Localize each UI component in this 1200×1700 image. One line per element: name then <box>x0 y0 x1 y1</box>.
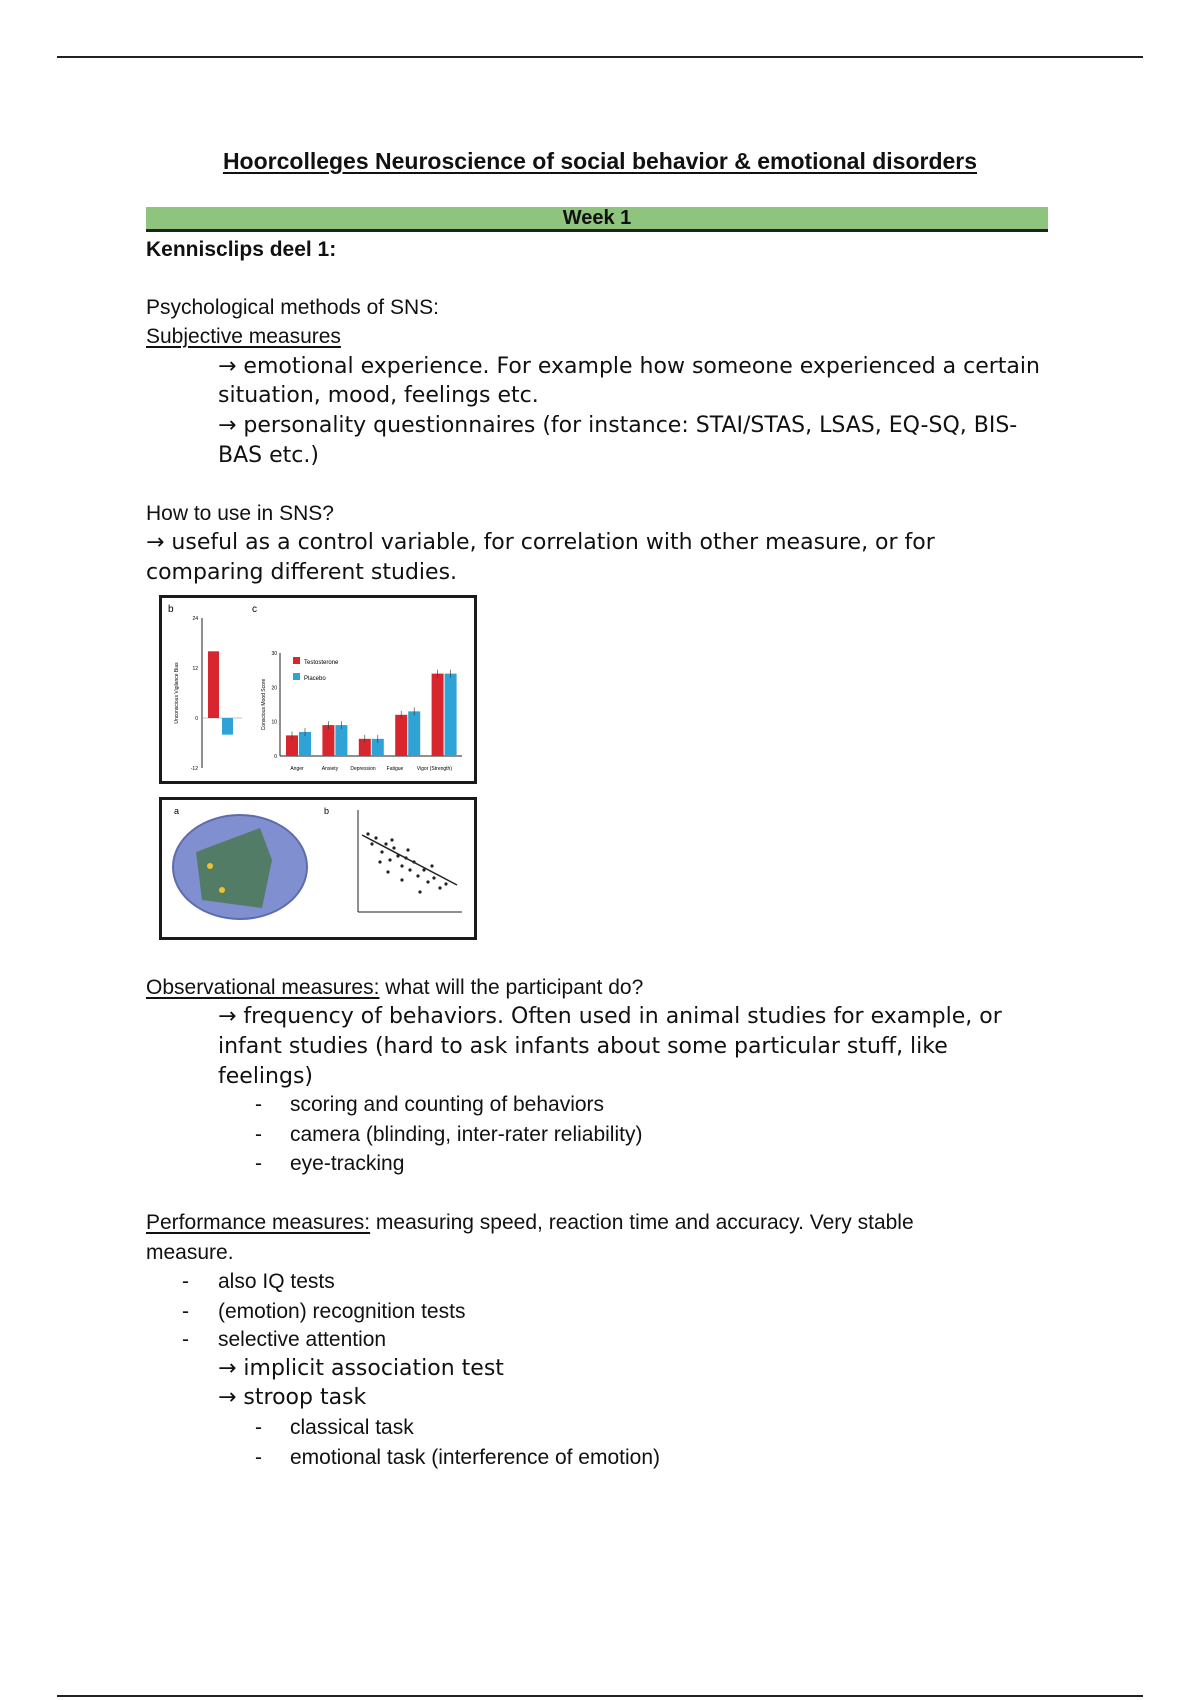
performance-sub-bullet: emotional task (interference of emotion) <box>290 1446 661 1469</box>
bar <box>208 651 219 718</box>
y-tick-label: 20 <box>271 685 277 692</box>
scatter-point <box>408 868 411 871</box>
scatter-point <box>386 870 389 873</box>
y-tick-label: -12 <box>190 766 198 772</box>
scatter-point <box>396 854 399 857</box>
figure-brain-scatter <box>159 797 477 940</box>
figure-testosterone-charts <box>159 595 477 784</box>
category-label: Vigor (Strength) <box>416 766 452 772</box>
scatter-point <box>370 842 373 845</box>
subjective-line: BAS etc.) <box>218 443 319 468</box>
regression-line <box>362 835 457 885</box>
category-label: Anxiety <box>321 766 339 772</box>
scatter-point <box>378 860 381 863</box>
subjective-line: situation, mood, feelings etc. <box>218 383 539 408</box>
scatter-point <box>406 848 409 851</box>
scatter-point <box>422 868 425 871</box>
usage-answer: comparing different studies. <box>146 560 458 585</box>
scatter-point <box>404 856 407 859</box>
bullet-dash: - <box>255 1093 262 1116</box>
methods-intro: Psychological methods of SNS: <box>146 296 439 319</box>
y-tick-label: 10 <box>271 719 277 726</box>
bullet-dash: - <box>255 1416 262 1439</box>
performance-line <box>146 1211 914 1235</box>
bullet-dash: - <box>182 1300 189 1323</box>
y-tick-label: 30 <box>271 651 277 657</box>
figure-1-svg <box>162 598 474 781</box>
subjective-heading: Subjective measures <box>146 325 341 348</box>
y-tick-label: 0 <box>274 754 277 760</box>
bar <box>445 674 457 756</box>
activation-spot <box>207 863 213 869</box>
observational-bullet: scoring and counting of behaviors <box>290 1093 605 1116</box>
scatter-point <box>374 836 377 839</box>
performance-bullet: selective attention <box>218 1328 387 1351</box>
bullet-dash: - <box>255 1123 262 1146</box>
panel-c-label: c <box>252 604 257 615</box>
scatter-point <box>400 878 403 881</box>
subjective-line: → emotional experience. For example how someone experienced a certain <box>218 354 1040 379</box>
y-tick-label: 24 <box>192 616 198 622</box>
legend-swatch-placebo <box>293 673 300 680</box>
performance-bullet: also IQ tests <box>218 1270 335 1293</box>
figure-2-svg <box>162 800 474 937</box>
scatter-point <box>390 838 393 841</box>
observational-text: feelings) <box>218 1064 313 1089</box>
category-label: Anger <box>290 766 304 772</box>
scatter-point <box>426 880 429 883</box>
performance-sub-bullet: classical task <box>290 1416 414 1439</box>
bar <box>395 715 407 756</box>
performance-heading: Performance measures: <box>146 1211 371 1234</box>
bullet-dash: - <box>255 1152 262 1175</box>
scatter-point <box>432 876 435 879</box>
category-label: Depression <box>350 766 376 772</box>
observational-text: → frequency of behaviors. Often used in animal studies for example, or <box>218 1004 1002 1029</box>
y-axis-label: Unconscious Vigilance Bias <box>174 662 180 724</box>
scatter-point <box>416 874 419 877</box>
y-tick-label: 12 <box>192 666 198 672</box>
legend-swatch-testosterone <box>293 657 300 664</box>
scatter-point <box>444 882 447 885</box>
panel-b-label: b <box>168 604 174 615</box>
observational-question: what will the participant do? <box>379 976 644 999</box>
bar <box>222 718 233 735</box>
scatter-point <box>366 832 369 835</box>
subjective-line: → personality questionnaires (for instance: STAI/STAS, LSAS, EQ-SQ, BIS- <box>218 413 1018 438</box>
usage-question: How to use in SNS? <box>146 502 334 525</box>
activation-spot <box>219 887 225 893</box>
bar <box>432 674 444 756</box>
scatter-point <box>412 860 415 863</box>
section-heading: Kennisclips deel 1: <box>146 238 337 261</box>
page-title: Hoorcolleges Neuroscience of social behavior & emotional disorders <box>222 148 978 174</box>
y-axis-label: Conscious Mood Score <box>261 678 267 731</box>
category-label: Fatigue <box>386 766 404 772</box>
bullet-dash: - <box>182 1270 189 1293</box>
scatter-point <box>418 890 421 893</box>
scatter-point <box>438 886 441 889</box>
bottom-rule <box>57 1695 1143 1697</box>
week-banner: Week 1 <box>146 207 1048 232</box>
legend-label-testosterone: Testosterone <box>304 660 339 666</box>
bar <box>322 725 334 756</box>
observational-bullet: eye-tracking <box>290 1152 405 1175</box>
performance-arrow: → stroop task <box>218 1385 367 1410</box>
legend-label-placebo: Placebo <box>304 676 326 682</box>
panel-a-label: a <box>174 806 180 816</box>
performance-text-cont: measure. <box>146 1241 234 1264</box>
scatter-point <box>388 858 391 861</box>
observational-line <box>146 976 643 1000</box>
bar <box>408 711 420 756</box>
scatter-point <box>392 846 395 849</box>
y-tick-label: 0 <box>195 716 198 722</box>
observational-heading: Observational measures: <box>146 976 380 999</box>
scatter-point <box>384 842 387 845</box>
observational-bullet: camera (blinding, inter-rater reliability) <box>290 1123 643 1146</box>
usage-answer: → useful as a control variable, for correlation with other measure, or for <box>146 530 935 555</box>
bullet-dash: - <box>182 1328 189 1351</box>
bullet-dash: - <box>255 1446 262 1469</box>
scatter-point <box>400 864 403 867</box>
observational-text: infant studies (hard to ask infants about some particular stuff, like <box>218 1034 948 1059</box>
performance-arrow: → implicit association test <box>218 1356 504 1381</box>
performance-bullet: (emotion) recognition tests <box>218 1300 466 1323</box>
bar <box>335 725 347 756</box>
performance-text: measuring speed, reaction time and accuracy. Very stable <box>370 1211 914 1234</box>
scatter-point <box>430 864 433 867</box>
scatter-point <box>380 850 383 853</box>
panel-b-label: b <box>324 806 330 816</box>
top-rule <box>57 56 1143 58</box>
